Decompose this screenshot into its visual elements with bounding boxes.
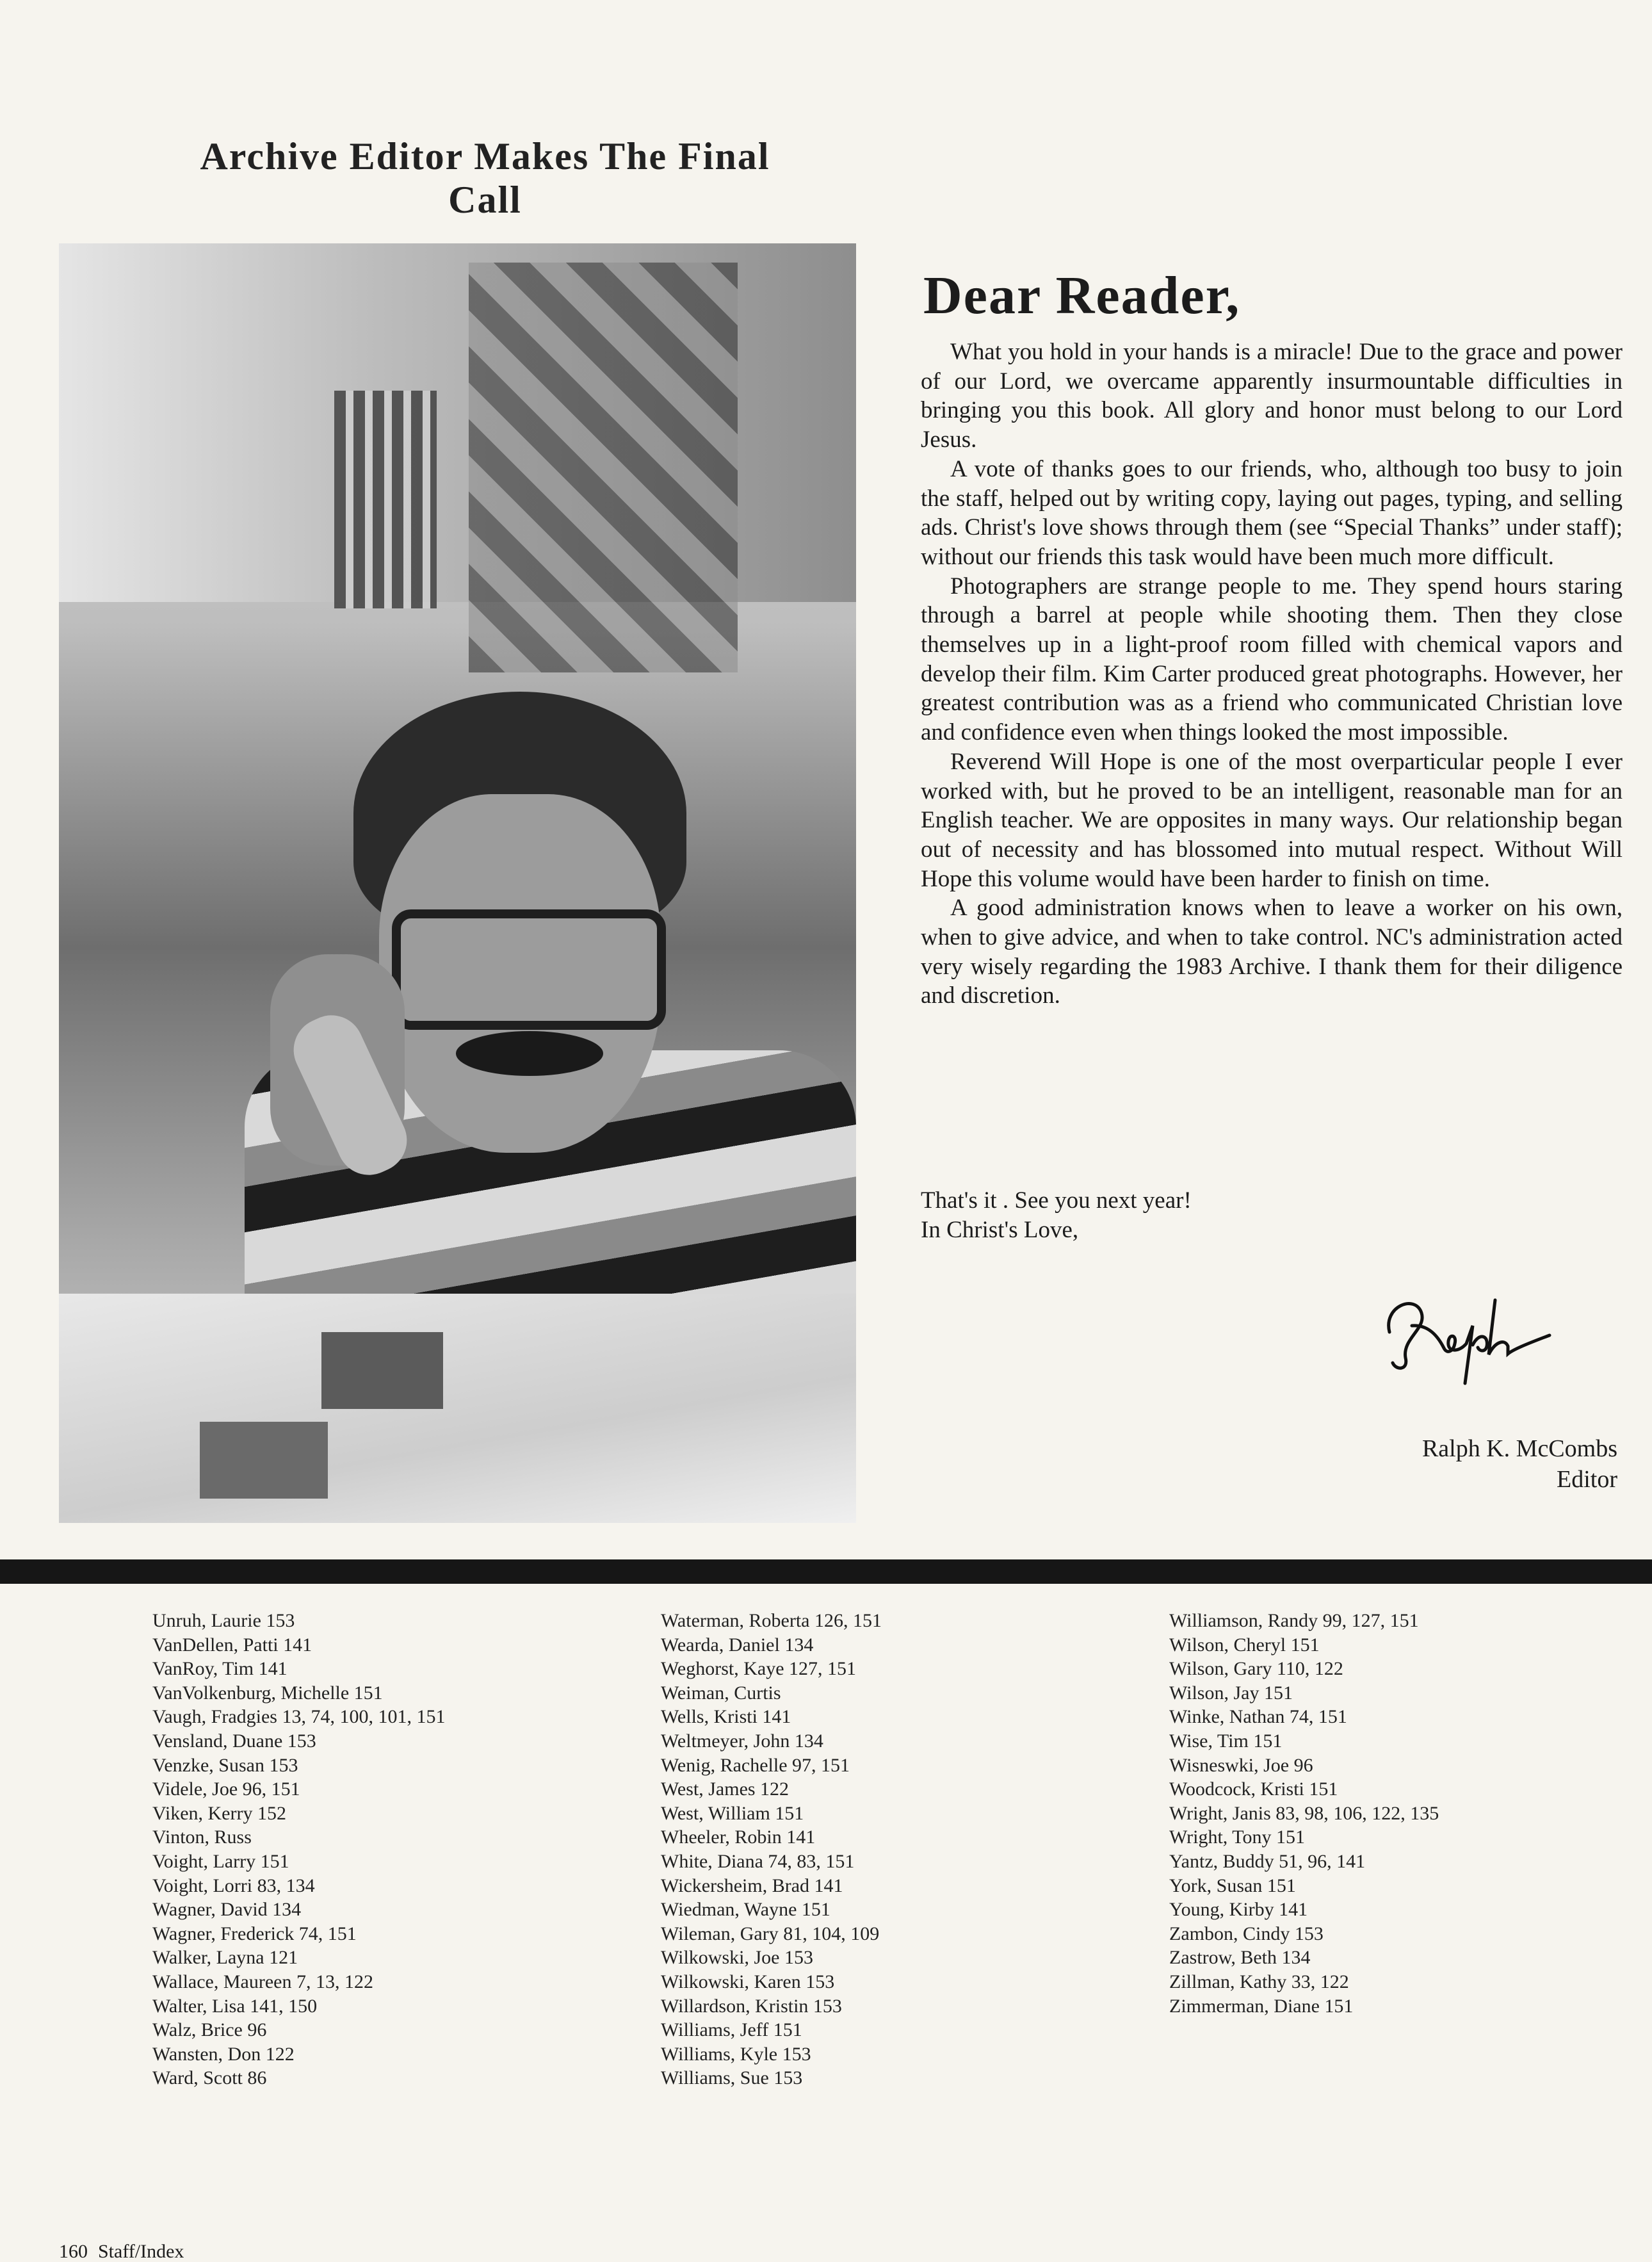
letter-paragraph: What you hold in your hands is a miracle! Due to the grace and power of our Lord, we overcame apparently insurmountable difficulties in bringing you this book. All glory and honor must belong to our Lord Jesus. [921,339,1623,453]
index-entry: Zambon, Cindy 153 [1169,1923,1324,1944]
index-entry: Videle, Joe 96, 151 [152,1778,300,1800]
index-column-3 [1169,1609,1439,2018]
index-entry: Wiedman, Wayne 151 [661,1899,830,1921]
index-entry: Woodcock, Kristi 151 [1169,1778,1338,1800]
photo-desk-papers [59,1294,856,1523]
index-entry: West, William 151 [661,1802,804,1824]
index-entry: Wells, Kristi 141 [661,1706,791,1728]
letter-closing [921,1186,1192,1245]
index-column-1 [152,1609,445,2090]
index-entry: Vinton, Russ [152,1827,252,1848]
index-entry: Wagner, Frederick 74, 151 [152,1923,357,1944]
closing-line: That's it . See you next year! [921,1187,1192,1214]
photo-banner [469,263,738,672]
letter-body [921,338,1623,1011]
index-entry: Wallace, Maureen 7, 13, 122 [152,1971,373,1992]
index-entry: Wise, Tim 151 [1169,1730,1283,1752]
index-entry: Unruh, Laurie 153 [152,1610,295,1631]
signer-block [1422,1433,1617,1495]
signer-title: Editor [1557,1466,1617,1493]
index-entry: Wilson, Cheryl 151 [1169,1634,1320,1656]
index-entry: Wright, Tony 151 [1169,1827,1305,1848]
index-entry: Williamson, Randy 99, 127, 151 [1169,1610,1419,1631]
index-entry: VanVolkenburg, Michelle 151 [152,1682,383,1704]
title-line-1: Archive Editor Makes The Final [200,135,770,177]
letter-paragraph: A good administration knows when to leave a worker on his own, when to give advice, and when to take control. NC's administration acted very wisely regarding the 1983 Archive. I thank them for their diligence and discretion. [921,895,1623,1009]
index-entry: Wisneswki, Joe 96 [1169,1754,1313,1776]
letter-greeting: Dear Reader, [923,266,1241,325]
index-entry: Winke, Nathan 74, 151 [1169,1706,1347,1728]
index-entry: Young, Kirby 141 [1169,1899,1308,1921]
index-entry: Viken, Kerry 152 [152,1802,286,1824]
index-entry: Wileman, Gary 81, 104, 109 [661,1923,880,1944]
index-entry: Wheeler, Robin 141 [661,1827,816,1848]
title-line-2: Call [448,179,522,221]
index-entry: Voight, Lorri 83, 134 [152,1875,315,1896]
photo-bookshelf [334,391,437,608]
index-entry: Zimmerman, Diane 151 [1169,1995,1354,2017]
index-entry: Yantz, Buddy 51, 96, 141 [1169,1850,1366,1872]
page-title [61,134,909,222]
index-entry: Williams, Sue 153 [661,2067,803,2089]
index-entry: Willardson, Kristin 153 [661,1995,842,2017]
signer-name: Ralph K. McCombs [1421,1435,1617,1462]
page-footer [59,2242,194,2262]
index-entry: Wilkowski, Joe 153 [661,1947,813,1969]
index-column-2 [661,1609,882,2090]
index-entry: Zillman, Kathy 33, 122 [1169,1971,1349,1992]
index-entry: Weiman, Curtis [661,1682,781,1704]
index-entry: Wilson, Jay 151 [1169,1682,1293,1704]
index-entry: Wickersheim, Brad 141 [661,1875,843,1896]
index-entry: Wearda, Daniel 134 [661,1634,814,1656]
index-entry: Weghorst, Kaye 127, 151 [661,1658,857,1680]
signature [1377,1287,1562,1390]
photo-mustache [456,1031,603,1076]
index-entry: White, Diana 74, 83, 151 [661,1850,855,1872]
index-entry: Zastrow, Beth 134 [1169,1947,1311,1969]
index-entry: Williams, Jeff 151 [661,2019,802,2041]
index-entry: Vensland, Duane 153 [152,1730,316,1752]
index-entry: Waterman, Roberta 126, 151 [661,1610,882,1631]
index-entry: Wright, Janis 83, 98, 106, 122, 135 [1169,1802,1439,1824]
photo-clipping [200,1422,328,1499]
editor-photo [59,243,856,1523]
index-entry: Walker, Layna 121 [152,1947,298,1969]
index-entry: Wilkowski, Karen 153 [661,1971,835,1992]
section-divider [0,1559,1652,1584]
photo-clipping [321,1332,443,1409]
index-entry: Venzke, Susan 153 [152,1754,298,1776]
index-entry: VanRoy, Tim 141 [152,1658,287,1680]
photo-glasses [392,909,666,1030]
letter-paragraph: Reverend Will Hope is one of the most overparticular people I ever worked with, but he proved to be an intelligent, reasonable man for an English teacher. We are opposites in many ways. Our relationship began out of necessity and has blossomed into mutual respect. Without Will Hope this volume would have been harder to finish on time. [921,748,1623,892]
index-entry: Walter, Lisa 141, 150 [152,1995,318,2017]
letter-paragraph: A vote of thanks goes to our friends, who, although too busy to join the staff, helped out by writing copy, laying out pages, typing, and selling ads. Christ's love shows through them (see “Special Thanks” under staff); without our friends this task would have been much more difficult. [921,455,1623,570]
section-name: Staff/Index [98,2241,184,2262]
closing-line: In Christ's Love, [921,1217,1079,1243]
index-entry: Voight, Larry 151 [152,1850,289,1872]
index-entry: VanDellen, Patti 141 [152,1634,312,1656]
index-entry: Wilson, Gary 110, 122 [1169,1658,1343,1680]
index-entry: Vaugh, Fradgies 13, 74, 100, 101, 151 [152,1706,446,1728]
index-entry: Wenig, Rachelle 97, 151 [661,1754,850,1776]
index-entry: Ward, Scott 86 [152,2067,267,2089]
index-entry: Williams, Kyle 153 [661,2043,811,2065]
index-entry: Wagner, David 134 [152,1899,302,1921]
page-number: 160 [59,2241,88,2262]
index-entry: York, Susan 151 [1169,1875,1296,1896]
index-entry: Wansten, Don 122 [152,2043,295,2065]
letter-paragraph: Photographers are strange people to me. They spend hours staring through a barrel at people while shooting them. Then they close themselves up in a light-proof room filled with chemical vapors and develop their film. Kim Carter produced great photographs. However, her greatest contribution was as a friend who communicated Christian love and confidence even when things looked the most impossible. [921,573,1623,746]
index-entry: Weltmeyer, John 134 [661,1730,823,1752]
index-entry: West, James 122 [661,1778,790,1800]
index-entry: Walz, Brice 96 [152,2019,267,2041]
